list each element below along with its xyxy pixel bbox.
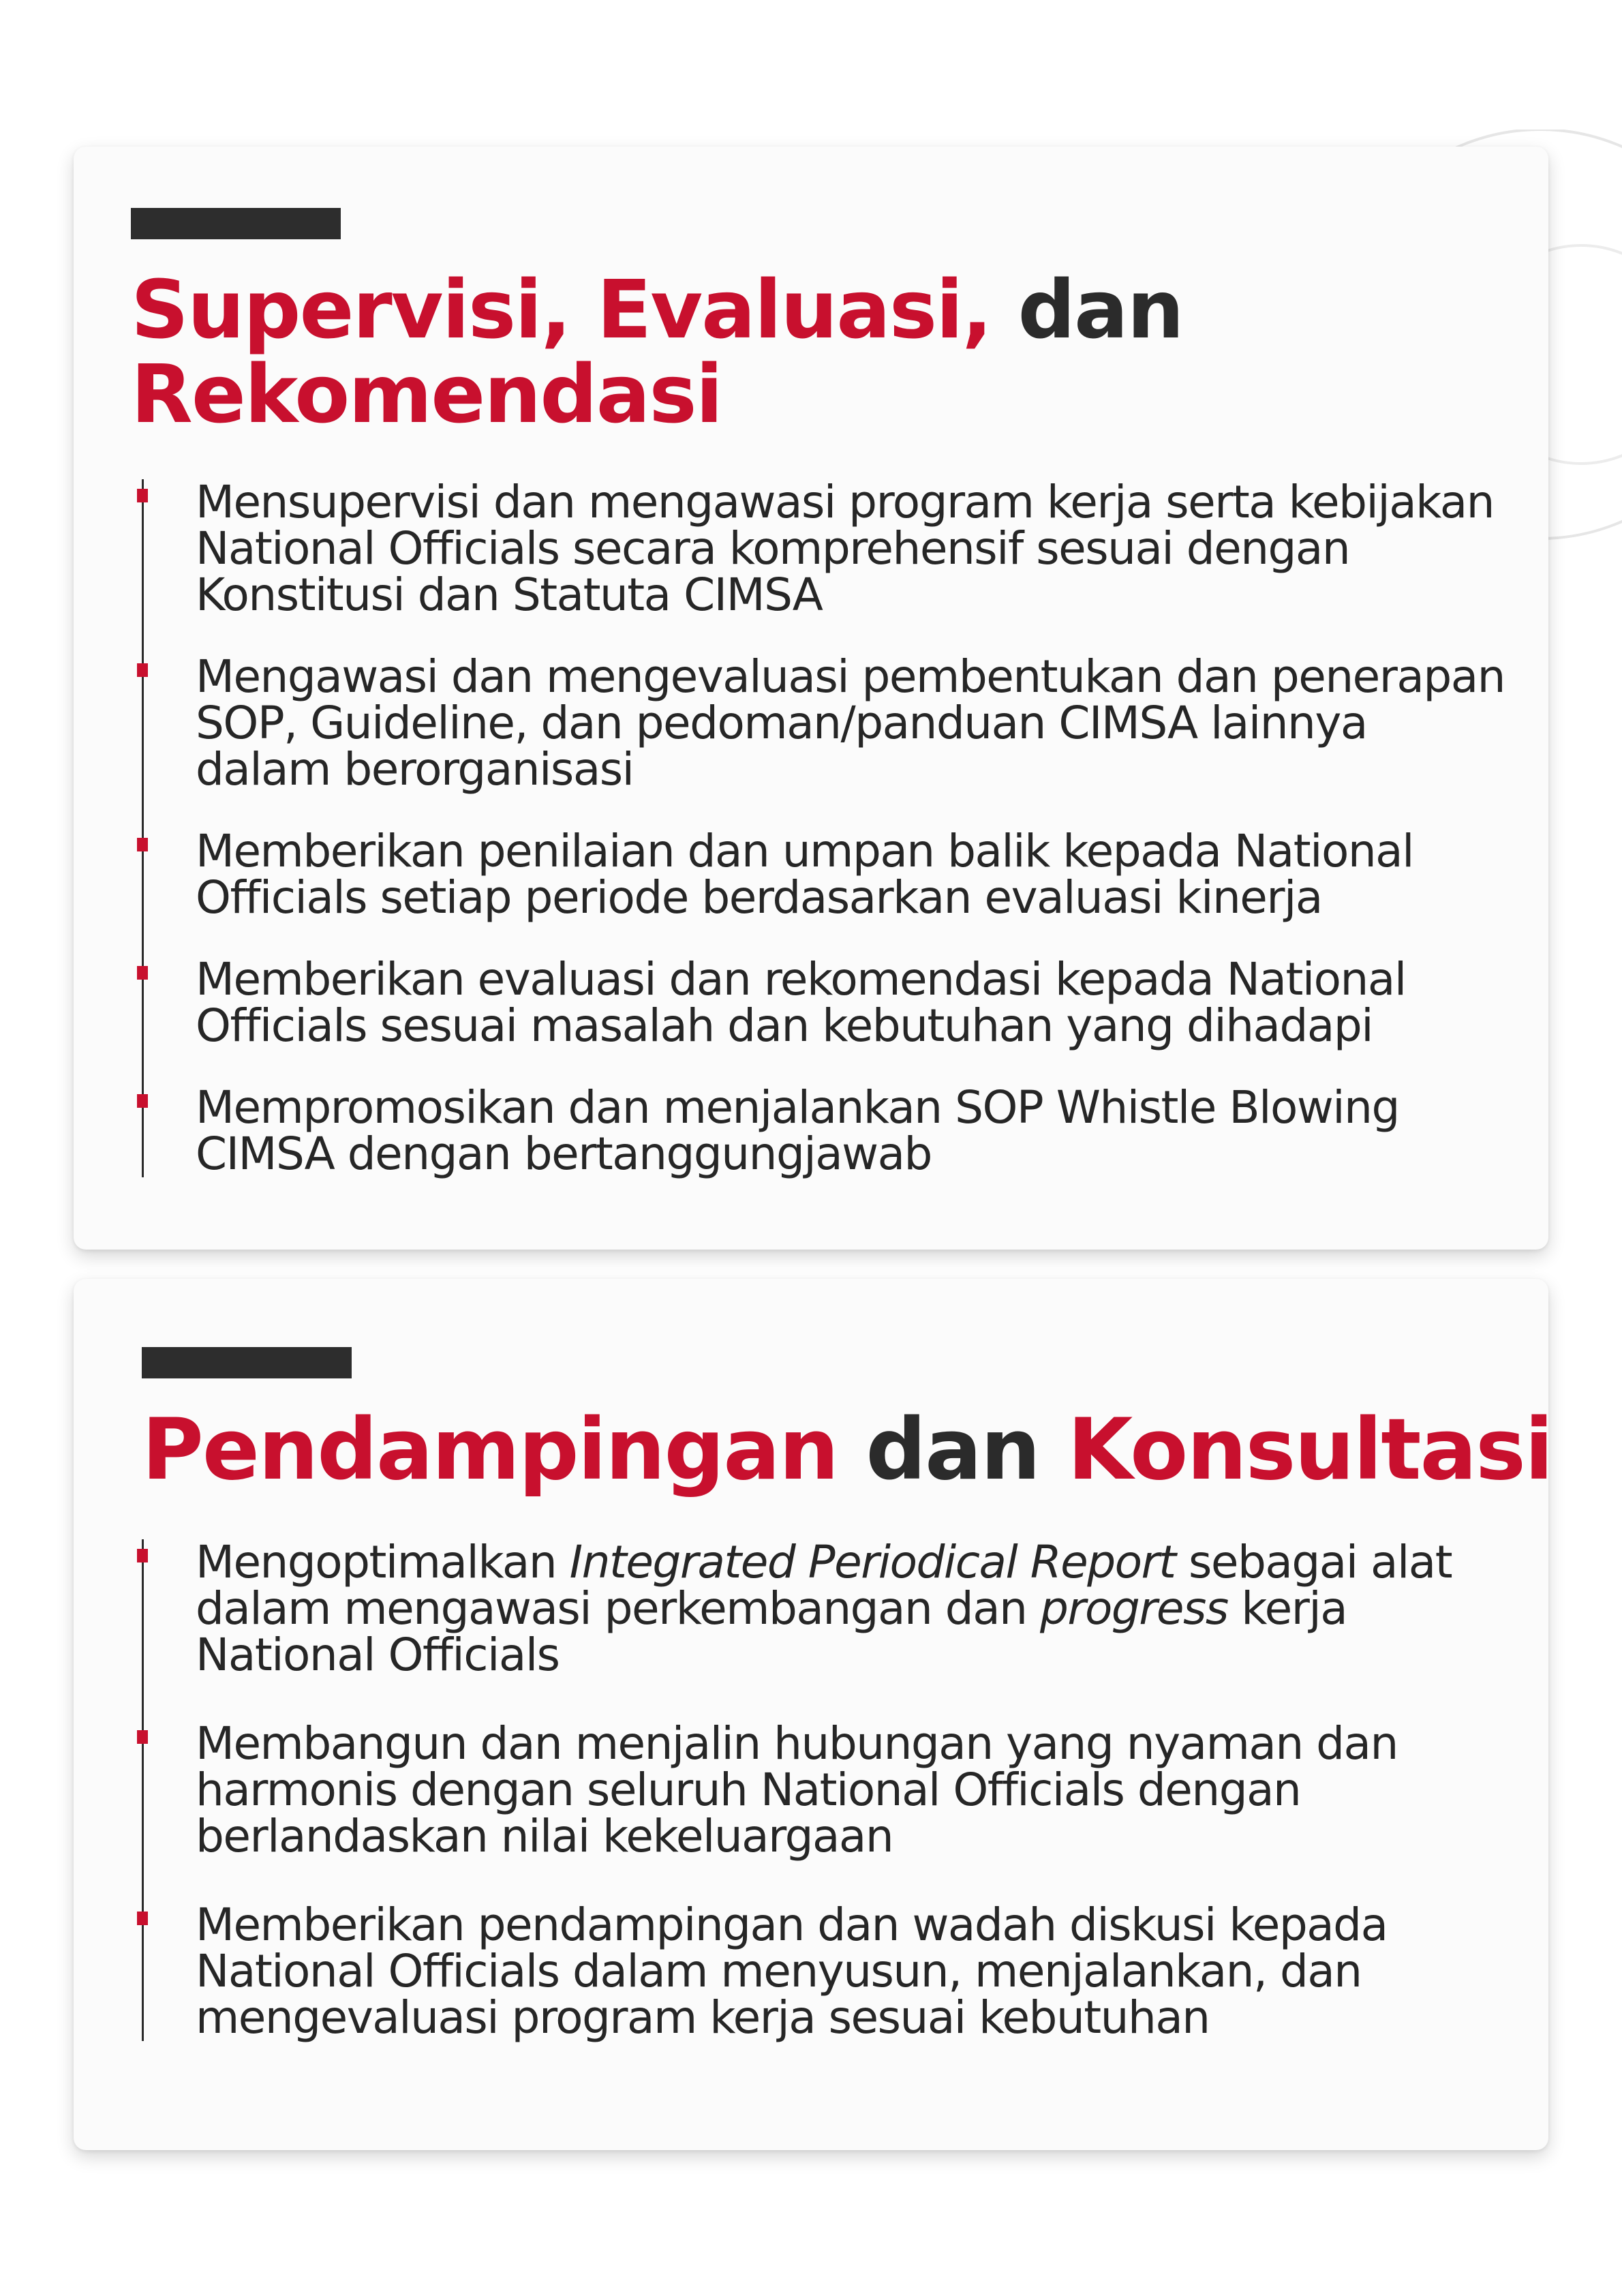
section-accent-bar — [142, 1347, 352, 1378]
list-item-line: Mempromosikan dan menjalankan SOP Whistle Blowing — [196, 1081, 1399, 1134]
text-run: sebagai alat — [1175, 1536, 1452, 1588]
list-item-line: Membangun dan menjalin hubungan yang nyaman dan — [196, 1717, 1398, 1770]
list-item — [144, 825, 1508, 924]
list-item-line: Memberikan penilaian dan umpan balik kepada National — [196, 825, 1413, 877]
section-title-supervisi — [131, 262, 1183, 441]
card-pendampingan — [74, 1279, 1552, 2150]
bullet-marker-icon — [137, 489, 148, 502]
list-item-line — [196, 1536, 1508, 1588]
list-item-line: Officials setiap periode berdasarkan evaluasi kinerja — [196, 871, 1322, 924]
list-item-line: National Officials secara komprehensif sesuai dengan — [196, 522, 1350, 575]
list-item-line: harmonis dengan seluruh National Officials dengan — [196, 1764, 1301, 1816]
list-item — [144, 1536, 1508, 1681]
list-item-line: mengevaluasi program kerja sesuai kebutuhan — [196, 1991, 1210, 2044]
section-accent-bar — [131, 208, 341, 239]
list-item — [144, 650, 1508, 796]
list-item-line: berlandaskan nilai kekeluargaan — [196, 1810, 893, 1862]
bullet-marker-icon — [137, 1549, 148, 1562]
section-title-pendampingan — [142, 1401, 1552, 1499]
supervisi-list — [142, 476, 1508, 1180]
title-dark-part: dan — [866, 1401, 1040, 1499]
title-red-part-2: Konsultasi — [1067, 1401, 1552, 1499]
list-item-line: Memberikan pendampingan dan wadah diskusi kepada — [196, 1899, 1388, 1951]
list-item — [144, 1899, 1508, 2044]
pendampingan-list — [142, 1536, 1508, 2044]
title-red-part-2: Rekomendasi — [131, 346, 722, 441]
bullet-marker-icon — [137, 838, 148, 851]
list-item — [144, 476, 1508, 621]
title-red-part: Pendampingan — [142, 1401, 838, 1499]
bullet-marker-icon — [137, 1730, 148, 1744]
list-item-line: Konstitusi dan Statuta CIMSA — [196, 569, 823, 621]
list-item-line: Mengawasi dan mengevaluasi pembentukan dan penerapan — [196, 650, 1505, 703]
bullet-marker-icon — [137, 663, 148, 677]
title-dark-part: dan — [1017, 262, 1183, 357]
italic-text-run: Integrated Periodical Report — [569, 1536, 1176, 1588]
text-run: kerja — [1227, 1582, 1347, 1635]
italic-text-run: progress — [1039, 1582, 1228, 1635]
list-item-line: Mensupervisi dan mengawasi program kerja serta kebijakan — [196, 476, 1494, 528]
text-run: dalam mengawasi perkembangan dan — [196, 1582, 1040, 1635]
bullet-marker-icon — [137, 966, 148, 980]
bullet-marker-icon — [137, 1094, 148, 1108]
list-item-line: Memberikan evaluasi dan rekomendasi kepada National — [196, 953, 1406, 1006]
list-item-line: National Officials dalam menyusun, menjalankan, dan — [196, 1945, 1362, 1997]
list-item-line: CIMSA dengan bertanggungjawab — [196, 1128, 932, 1180]
list-item-line: SOP, Guideline, dan pedoman/panduan CIMSA lainnya — [196, 697, 1367, 749]
list-item-line: National Officials — [196, 1629, 560, 1681]
list-item-line: Officials sesuai masalah dan kebutuhan yang dihadapi — [196, 999, 1373, 1052]
bullet-marker-icon — [137, 1912, 148, 1925]
list-item-line: dalam berorganisasi — [196, 743, 634, 796]
list-item-line — [196, 1582, 1508, 1635]
title-red-part: Supervisi, Evaluasi, — [131, 262, 992, 357]
list-item — [144, 1717, 1508, 1862]
card-supervisi — [74, 147, 1548, 1250]
list-item — [144, 1081, 1508, 1180]
text-run: Mengoptimalkan — [196, 1536, 570, 1588]
list-item — [144, 953, 1508, 1052]
